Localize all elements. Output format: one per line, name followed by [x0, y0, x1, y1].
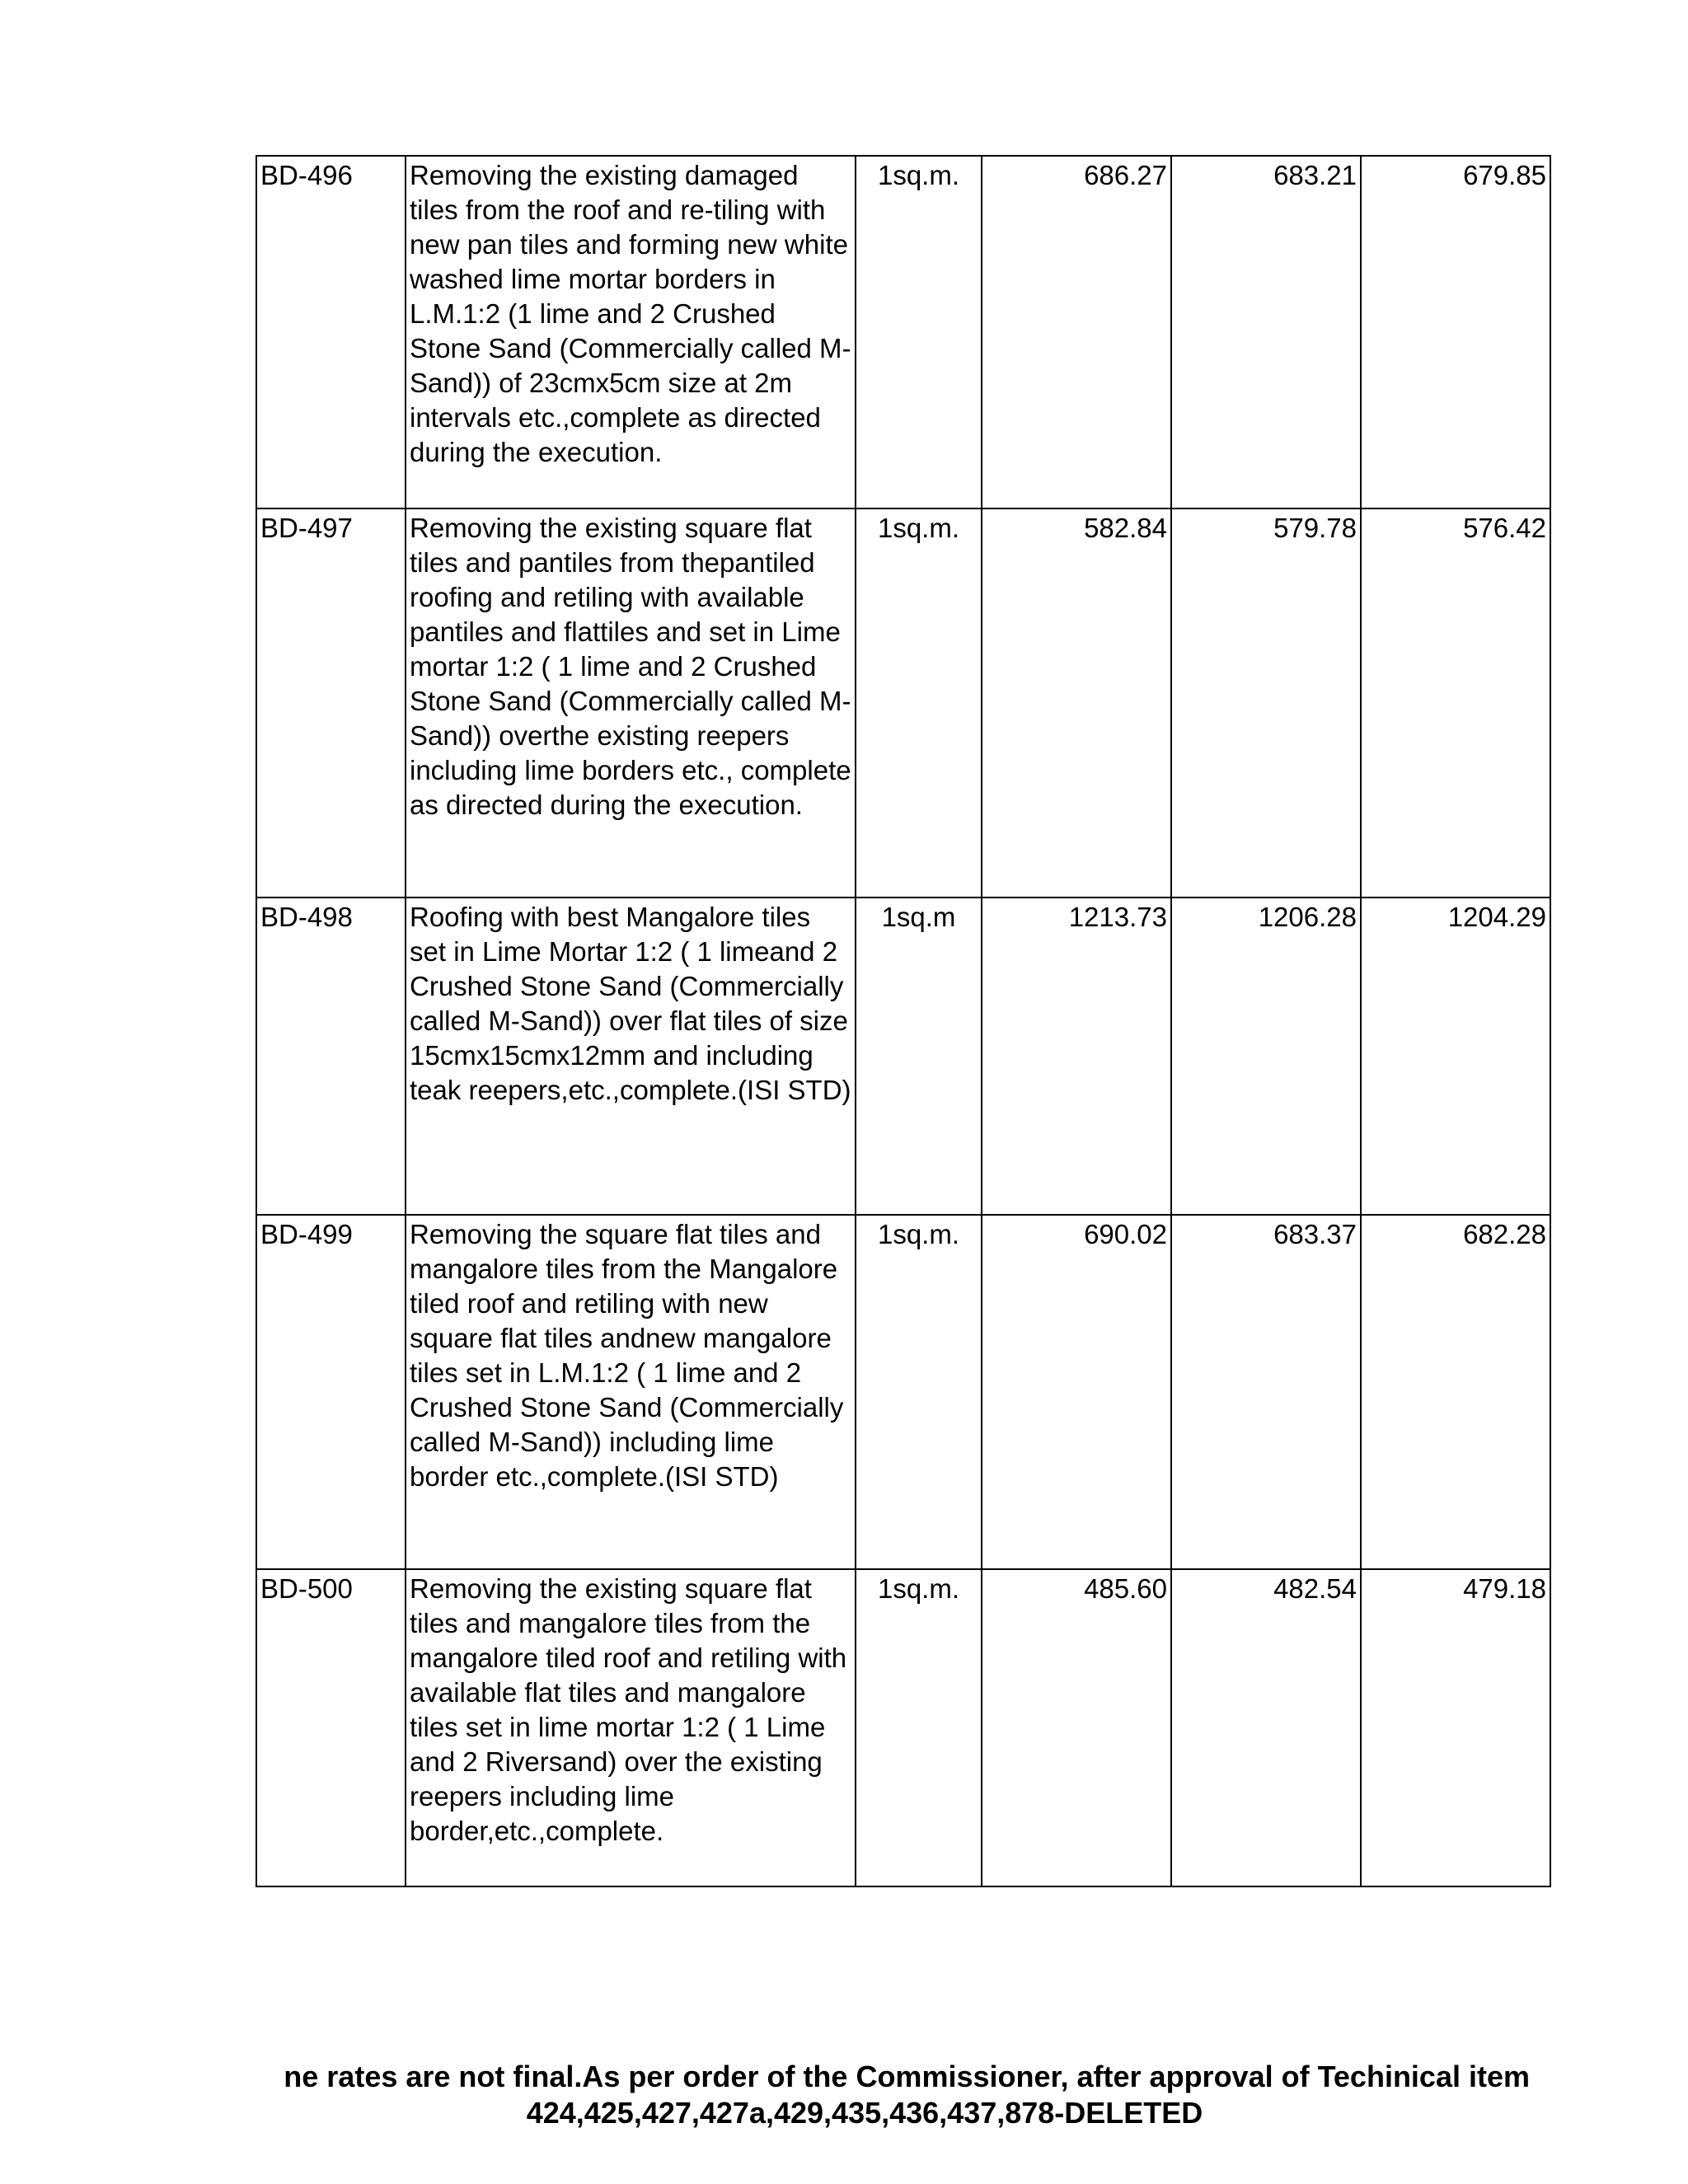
item-rate-3: 679.85 [1361, 156, 1550, 509]
item-rate-2: 1206.28 [1171, 898, 1361, 1215]
item-code: BD-499 [256, 1215, 406, 1569]
item-rate-2: 482.54 [1171, 1569, 1361, 1886]
item-code: BD-500 [256, 1569, 406, 1886]
item-rate-2: 683.21 [1171, 156, 1361, 509]
item-rate-1: 582.84 [982, 509, 1171, 898]
item-rate-1: 690.02 [982, 1215, 1171, 1569]
table-row [256, 1569, 1550, 1886]
item-code: BD-496 [256, 156, 406, 509]
item-unit: 1sq.m. [856, 156, 982, 509]
item-code: BD-497 [256, 509, 406, 898]
table-row [256, 509, 1550, 898]
table-row [256, 898, 1550, 1215]
item-rate-1: 686.27 [982, 156, 1171, 509]
item-rate-2: 579.78 [1171, 509, 1361, 898]
item-unit: 1sq.m. [856, 1215, 982, 1569]
item-description: Removing the existing damaged tiles from the roof and re-tiling with new pan tiles and forming new white washed lime mortar borders in L.M.1:2 (1 lime and 2 Crushed Stone Sand (Commercially called M-Sand)) of 23cmx5cm size at 2m intervals etc.,complete as directed during the execution. [406, 156, 856, 509]
item-description: Removing the existing square flat tiles and pantiles from thepantiled roofing and retiling with available pantiles and flattiles and set in Lime mortar 1:2 ( 1 lime and 2 Crushed Stone Sand (Commercially called M-Sand)) overthe existing reepers including lime borders etc., complete as directed during the execution. [406, 509, 856, 898]
rates-table [256, 155, 1551, 1887]
item-unit: 1sq.m. [856, 1569, 982, 1886]
item-code: BD-498 [256, 898, 406, 1215]
item-rate-1: 485.60 [982, 1569, 1171, 1886]
item-unit: 1sq.m [856, 898, 982, 1215]
item-rate-3: 479.18 [1361, 1569, 1550, 1886]
item-description: Roofing with best Mangalore tiles set in Lime Mortar 1:2 ( 1 limeand 2 Crushed Stone Sand (Commercially called M-Sand)) over flat tiles of size 15cmx15cmx12mm and including teak reepers,etc.,complete.(ISI STD) [406, 898, 856, 1215]
item-description: Removing the square flat tiles and mangalore tiles from the Mangalore tiled roof and retiling with new square flat tiles andnew mangalore tiles set in L.M.1:2 ( 1 lime and 2 Crushed Stone Sand (Commercially called M-Sand)) including lime border etc.,complete.(ISI STD) [406, 1215, 856, 1569]
item-unit: 1sq.m. [856, 509, 982, 898]
item-rate-3: 1204.29 [1361, 898, 1550, 1215]
item-rate-3: 682.28 [1361, 1215, 1550, 1569]
item-rate-3: 576.42 [1361, 509, 1550, 898]
item-rate-1: 1213.73 [982, 898, 1171, 1215]
footer-line-2: 424,425,427,427a,429,435,436,437,878-DELETED [526, 2096, 1203, 2130]
table-row [256, 1215, 1550, 1569]
item-description: Removing the existing square flat tiles and mangalore tiles from the mangalore tiled roof and retiling with available flat tiles and mangalore tiles set in lime mortar 1:2 ( 1 Lime and 2 Riversand) over the existing reepers including lime border,etc.,complete. [406, 1569, 856, 1886]
table-row [256, 156, 1550, 509]
footer-line-1: ne rates are not final.As per order of the Commissioner, after approval of Techinical item [284, 2060, 1530, 2093]
item-rate-2: 683.37 [1171, 1215, 1361, 1569]
